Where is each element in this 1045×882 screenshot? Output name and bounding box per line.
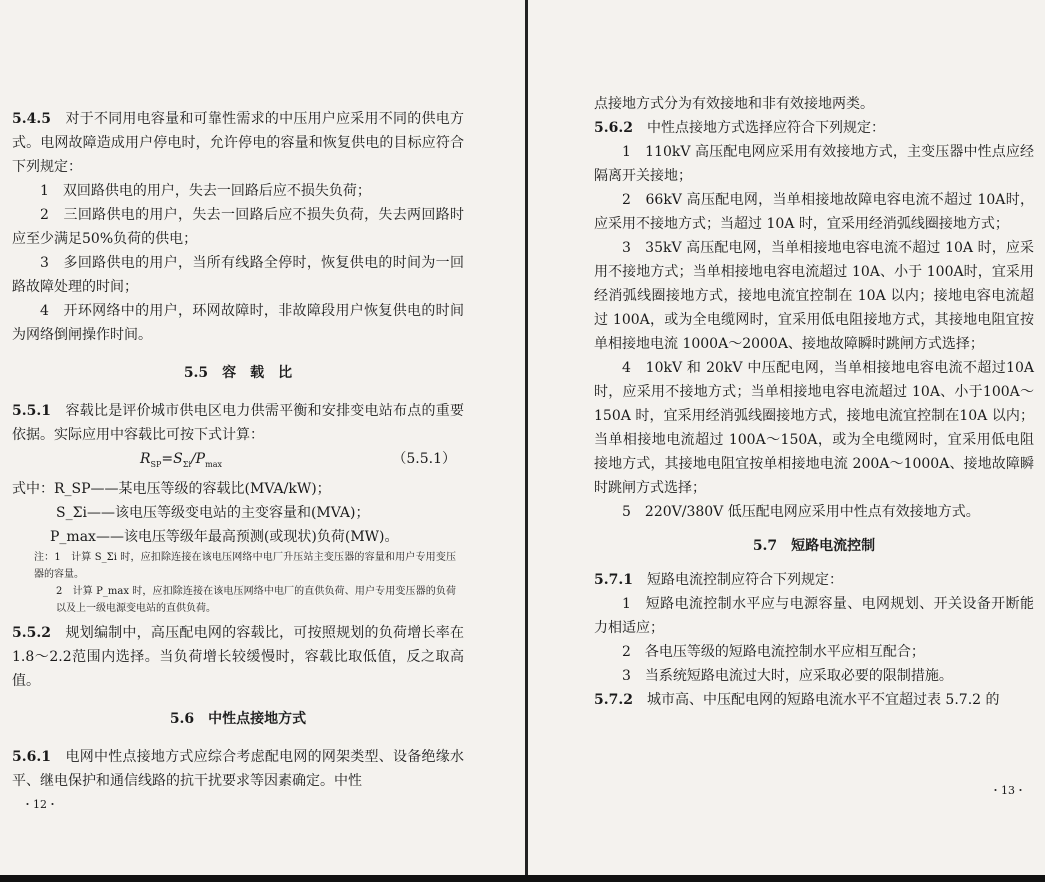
list-item: 2 66kV 高压配电网，当单相接地故障电容电流不超过 10A时，应采用不接地方式；当超过 10A 时，宜采用经消弧线圈接地方式； [594,192,1034,232]
clause-number: 5.4.5 [12,111,51,127]
right-page [594,0,1034,712]
formula-row [12,447,464,477]
definition: P_max——该电压等级年最高预测(或现状)负荷(MW)。 [50,528,399,545]
list-item: 1 双回路供电的用户，失去一回路后应不损失负荷； [40,183,371,199]
clause-5-5-2 [12,621,464,693]
page-gutter [525,0,528,876]
clause-text: 对于不同用电容量和可靠性需求的中压用户应采用不同的供电方式。电网故障造成用户停电时，允许停电的容量和恢复供电的目标应符合下列规定： [12,111,464,175]
definition: 式中：R_SP——某电压等级的容载比(MVA/kW)； [12,480,331,497]
list-item: 3 多回路供电的用户，当所有线路全停时，恢复供电的时间为一回路故障处理的时间； [12,255,464,295]
clause-text: 城市高、中压配电网的短路电流水平不宜超过表 5.7.2 的 [646,692,1000,708]
clause-number: 5.7.1 [594,572,633,588]
note: 注：1 计算 S_Σi 时，应扣除连接在该电压网络中电厂升压站主变压器的容量和用户专用变压器的容量。 [34,551,456,580]
formula-definitions [12,477,464,549]
clause-text: 规划编制中，高压配电网的容载比，可按照规划的负荷增长率在1.8～2.2范围内选择。当负荷增长较缓慢时，容载比取低值，反之取高值。 [12,624,464,689]
clause-5-6-1 [12,745,464,793]
continued-text: 点接地方式分为有效接地和非有效接地两类。 [594,96,874,112]
clause-5-7-2 [594,688,1034,712]
list-item: 5 220V/380V 低压配电网应采用中性点有效接地方式。 [622,504,980,520]
clause-text: 中性点接地方式选择应符合下列规定： [646,120,885,136]
definition: S_Σi——该电压等级变电站的主变容量和(MVA)； [56,504,370,521]
clause-number: 5.6.1 [12,748,51,765]
notes [12,549,464,617]
section-heading-5-5: 5.5 容 载 比 [183,365,293,381]
list-item: 2 各电压等级的短路电流控制水平应相互配合； [622,644,925,660]
clause-number: 5.5.1 [12,403,51,419]
list-item: 3 当系统短路电流过大时，应采取必要的限制措施。 [622,668,953,684]
clause-number: 5.6.2 [594,120,633,136]
clause-5-6-2 [594,116,1034,140]
list-item: 1 110kV 高压配电网应采用有效接地方式，主变压器中性点应经隔离开关接地； [594,144,1034,184]
note: 2 计算 P_max 时，应扣除连接在该电压网络中电厂的直供负荷、用户专用变压器的负荷以及上一级电源变电站的直供负荷。 [56,585,456,614]
clause-text: 电网中性点接地方式应综合考虑配电网的网架类型、设备绝缘水平、继电保护和通信线路的抗干扰要求等因素确定。中性 [12,748,464,789]
page-number-right: ・13・ [990,784,1026,797]
clause-5-5-1 [12,399,464,447]
list-item: 1 短路电流控制水平应与电源容量、电网规划、开关设备开断能力相适应； [594,596,1034,636]
left-page [12,0,464,793]
clause-5-7-1 [594,568,1034,592]
list-item: 2 三回路供电的用户，失去一回路后应不损失负荷，失去两回路时应至少满足50%负荷的供电； [12,207,464,247]
clause-text: 短路电流控制应符合下列规定： [646,572,843,588]
clause-number: 5.7.2 [594,692,633,708]
clause-text: 容载比是评价城市供电区电力供需平衡和安排变电站布点的重要依据。实际应用中容载比可按下式计算： [12,403,464,443]
clause-5-4-5 [12,107,464,179]
list-item: 4 开环网络中的用户，环网故障时，非故障段用户恢复供电的时间为网络倒闸操作时间。 [12,303,464,343]
equation-number: （5.5.1） [392,451,456,467]
formula: $R_{SP}=S_{\Sigma i}/P_{max}$ [140,451,222,469]
scan-bottom-edge [0,875,1045,882]
list-item: 4 10kV 和 20kV 中压配电网，当单相接地电容电流不超过10A 时，应采用不接地方式；当单相接地电容电流超过 10A、小于100A～150A 时，宜采用经消弧线圈接地方式，接地电流宜控制在10A 以内；当单相接地电流超过 100A～150A，或为全电缆网时，宜采用低电阻接地方式，其接地电阻宜按单相接地电流 200A～1000A、接地故障瞬时跳闸方式选择； [594,360,1034,496]
clause-number: 5.5.2 [12,624,51,641]
page-number-left: ・12・ [22,798,58,811]
list-item: 3 35kV 高压配电网，当单相接地电容电流不超过 10A 时，应采用不接地方式；当单相接地电容电流超过 10A、小于 100A时，宜采用经消弧线圈接地方式，接地电流宜控制在 10A 以内；接地电容电流超过 100A，或为全电缆网时，宜采用低电阻接地方式，其接地电阻宜按单相接地电流 1000A～2000A、接地故障瞬时跳闸方式选择； [594,240,1034,352]
section-heading-5-6: 5.6 中性点接地方式 [169,710,307,727]
section-heading-5-7: 5.7 短路电流控制 [752,538,876,554]
